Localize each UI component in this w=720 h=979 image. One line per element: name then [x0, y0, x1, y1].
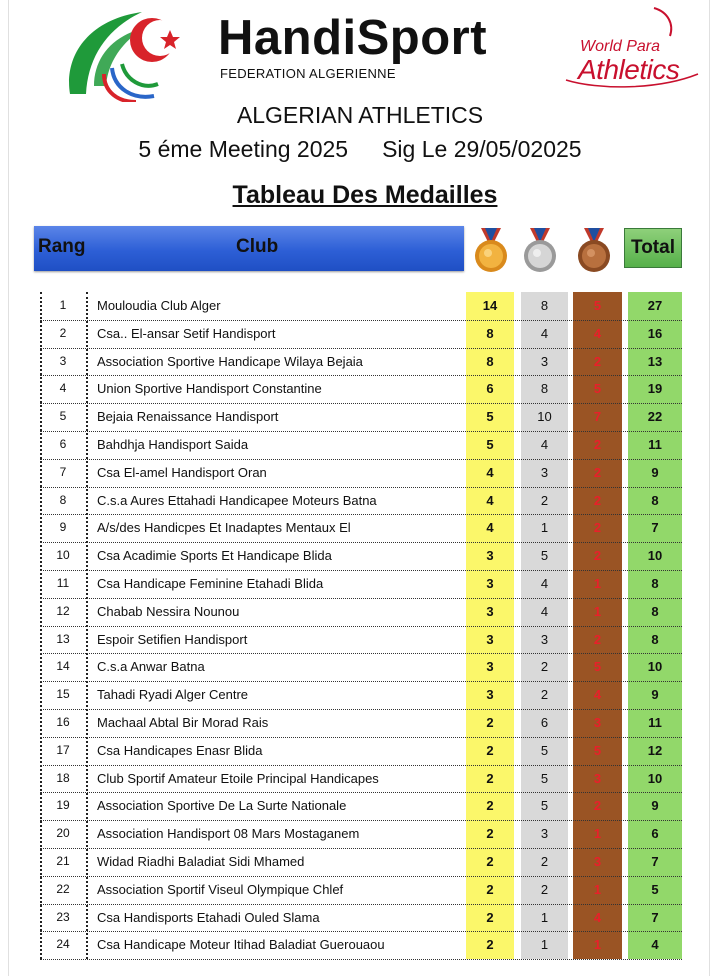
- silver-count-cell: 6: [540, 715, 549, 730]
- club-cell: Chabab Nessira Nounou: [97, 603, 240, 619]
- bronze-count-cell: 2: [593, 798, 602, 814]
- rank-cell: 4: [59, 381, 67, 396]
- rank-cell: 21: [56, 854, 70, 868]
- bronze-medal-icon: [570, 226, 618, 274]
- bronze-count-cell: 4: [593, 325, 602, 341]
- club-cell: Association Sportive Handicape Wilaya Bejaia: [97, 353, 363, 369]
- gold-count-cell: 2: [486, 854, 494, 869]
- club-cell: Csa.. El-ansar Setif Handisport: [97, 325, 276, 341]
- medal-table: [40, 292, 682, 959]
- gold-count-cell: 4: [486, 520, 494, 536]
- table-row: [40, 737, 682, 766]
- club-cell: A/s/des Handicpes Et Inadaptes Mentaux El: [97, 520, 351, 536]
- table-row: [40, 931, 682, 960]
- rank-cell: 7: [59, 464, 67, 479]
- world-para-athletics-logo: [558, 4, 708, 92]
- rank-cell: 6: [59, 437, 67, 451]
- column-header-total: Total: [624, 228, 682, 268]
- club-cell: Bahdhja Handisport Saida: [97, 437, 249, 452]
- gold-count-cell: 3: [486, 631, 494, 647]
- bronze-count-cell: 5: [593, 381, 602, 397]
- total-count-cell: 8: [651, 576, 659, 591]
- club-cell: Union Sportive Handisport Constantine: [97, 381, 322, 397]
- gold-count-cell: 2: [486, 937, 494, 953]
- total-count-cell: 12: [647, 742, 663, 758]
- club-cell: Club Sportif Amateur Etoile Principal Handicapes: [97, 770, 379, 786]
- bronze-count-cell: 4: [593, 687, 602, 703]
- silver-count-cell: 4: [540, 437, 549, 452]
- page-title: Tableau Des Medailles: [232, 181, 498, 209]
- rank-cell: 2: [59, 325, 67, 340]
- table-row: [40, 348, 682, 377]
- bronze-count-cell: 1: [593, 881, 602, 897]
- silver-count-cell: 1: [540, 937, 549, 953]
- table-row: [40, 904, 682, 933]
- bronze-count-cell: 3: [593, 854, 602, 869]
- table-row: [40, 681, 682, 710]
- silver-count-cell: 1: [540, 520, 549, 536]
- table-row: [40, 292, 682, 321]
- silver-count-cell: 3: [540, 464, 549, 480]
- club-cell: Tahadi Ryadi Alger Centre: [97, 687, 249, 703]
- gold-count-cell: 3: [486, 687, 494, 703]
- column-header-club: Club: [236, 236, 279, 257]
- rank-cell: 16: [56, 715, 70, 729]
- brand-title: HandiSport: [218, 11, 488, 65]
- table-row: [40, 542, 682, 571]
- rank-cell: 8: [59, 492, 67, 507]
- table-row: [40, 765, 682, 794]
- club-cell: C.s.a Anwar Batna: [97, 659, 205, 675]
- rank-cell: 12: [56, 603, 70, 618]
- club-cell: C.s.a Aures Ettahadi Handicapee Moteurs Batna: [97, 492, 377, 508]
- total-count-cell: 16: [647, 325, 663, 341]
- rank-cell: 18: [56, 770, 70, 785]
- handisport-federation-logo: [60, 6, 190, 102]
- gold-count-cell: 2: [486, 715, 494, 730]
- rank-cell: 1: [59, 298, 67, 312]
- rank-cell: 5: [59, 409, 67, 424]
- silver-count-cell: 5: [540, 742, 549, 758]
- table-row: [40, 403, 682, 432]
- gold-count-cell: 3: [486, 659, 494, 675]
- gold-count-cell: 2: [486, 909, 494, 925]
- club-cell: Widad Riadhi Baladiat Sidi Mhamed: [97, 854, 305, 869]
- rank-cell: 13: [56, 631, 70, 646]
- silver-count-cell: 2: [540, 687, 549, 703]
- club-cell: Mouloudia Club Alger: [97, 298, 221, 313]
- silver-count-cell: 4: [540, 576, 549, 591]
- brand-subtitle: FEDERATION ALGERIENNE: [220, 66, 396, 81]
- gold-count-cell: 3: [486, 603, 494, 619]
- rank-cell: 19: [56, 798, 70, 813]
- total-count-cell: 19: [647, 381, 663, 397]
- total-count-cell: 10: [647, 548, 663, 564]
- table-row: [40, 375, 682, 404]
- silver-count-cell: 3: [540, 826, 549, 842]
- event-location-date: Sig Le 29/05/02025: [382, 136, 582, 162]
- event-meeting: 5 éme Meeting 2025: [138, 136, 349, 162]
- gold-count-cell: 3: [486, 548, 494, 564]
- bronze-count-cell: 7: [593, 409, 602, 425]
- brand-block: [218, 12, 548, 81]
- gold-count-cell: 2: [486, 798, 494, 814]
- silver-count-cell: 8: [540, 298, 549, 313]
- bronze-count-cell: 2: [593, 464, 602, 480]
- gold-count-cell: 8: [486, 353, 494, 369]
- gold-count-cell: 2: [486, 881, 494, 897]
- table-row: [40, 792, 682, 821]
- silver-count-cell: 3: [540, 631, 549, 647]
- silver-count-cell: 1: [540, 909, 549, 925]
- table-row: [40, 598, 682, 627]
- table-row: [40, 820, 682, 849]
- total-count-cell: 9: [651, 687, 659, 703]
- club-cell: Association Handisport 08 Mars Mostaganem: [97, 826, 360, 842]
- silver-count-cell: 2: [540, 492, 549, 508]
- total-count-cell: 7: [651, 854, 659, 869]
- total-count-cell: 22: [647, 409, 663, 425]
- table-row: [40, 431, 682, 460]
- silver-count-cell: 8: [540, 381, 549, 397]
- bronze-count-cell: 2: [593, 437, 602, 452]
- event-federation: ALGERIAN ATHLETICS: [236, 102, 484, 128]
- gold-count-cell: 2: [486, 826, 494, 842]
- total-count-cell: 27: [647, 298, 663, 313]
- club-cell: Csa Handicape Feminine Etahadi Blida: [97, 576, 324, 591]
- bronze-count-cell: 5: [593, 298, 602, 313]
- total-count-cell: 7: [651, 909, 659, 925]
- silver-count-cell: 3: [540, 353, 549, 369]
- total-count-cell: 13: [647, 353, 663, 369]
- bronze-count-cell: 1: [593, 937, 602, 953]
- bronze-count-cell: 3: [593, 770, 602, 786]
- column-header-rank: Rang: [38, 236, 86, 257]
- total-count-cell: 9: [651, 464, 659, 480]
- club-cell: Csa Handisports Etahadi Ouled Slama: [97, 909, 320, 925]
- club-cell: Espoir Setifien Handisport: [97, 631, 248, 647]
- bronze-count-cell: 2: [593, 492, 602, 508]
- bronze-count-cell: 1: [593, 826, 602, 842]
- total-count-cell: 10: [647, 770, 663, 786]
- bronze-count-cell: 2: [593, 631, 602, 647]
- rank-cell: 15: [56, 687, 70, 702]
- bronze-count-cell: 2: [593, 353, 602, 369]
- table-row: [40, 653, 682, 682]
- table-row: [40, 487, 682, 516]
- silver-count-cell: 2: [540, 854, 549, 869]
- rank-cell: 23: [56, 909, 70, 924]
- gold-count-cell: 3: [486, 576, 494, 591]
- table-row: [40, 459, 682, 488]
- total-count-cell: 9: [651, 798, 659, 814]
- club-cell: Csa Acadimie Sports Et Handicape Blida: [97, 548, 332, 564]
- total-count-cell: 4: [651, 937, 659, 953]
- club-cell: Association Sportive De La Surte Nationale: [97, 798, 347, 814]
- silver-medal-icon: [516, 226, 564, 274]
- club-cell: Association Sportif Viseul Olympique Chlef: [97, 881, 344, 897]
- total-count-cell: 8: [651, 631, 659, 647]
- bronze-count-cell: 2: [593, 548, 602, 564]
- wpa-line1: World Para: [580, 38, 661, 55]
- silver-count-cell: 5: [540, 548, 549, 564]
- gold-count-cell: 5: [486, 437, 494, 452]
- club-cell: Csa El-amel Handisport Oran: [97, 464, 267, 480]
- gold-count-cell: 4: [486, 464, 494, 480]
- table-row: [40, 626, 682, 655]
- bronze-count-cell: 2: [593, 520, 602, 536]
- silver-count-cell: 4: [540, 325, 549, 341]
- bronze-count-cell: 1: [593, 603, 602, 619]
- total-count-cell: 6: [651, 826, 659, 842]
- bronze-count-cell: 3: [593, 715, 602, 730]
- gold-count-cell: 2: [486, 742, 494, 758]
- gold-count-cell: 2: [486, 770, 494, 786]
- gold-medal-icon: [467, 226, 515, 274]
- total-count-cell: 11: [648, 437, 662, 452]
- table-row: [40, 709, 682, 738]
- rank-cell: 9: [59, 520, 67, 535]
- silver-count-cell: 2: [540, 659, 549, 675]
- total-count-cell: 8: [651, 603, 659, 619]
- silver-count-cell: 5: [540, 770, 549, 786]
- rank-cell: 11: [56, 576, 70, 590]
- rank-cell: 22: [56, 881, 70, 896]
- table-row: [40, 514, 682, 543]
- rank-cell: 10: [56, 548, 70, 563]
- rank-cell: 20: [56, 826, 70, 841]
- table-row: [40, 320, 682, 349]
- bronze-count-cell: 1: [593, 576, 602, 591]
- gold-count-cell: 5: [486, 409, 494, 425]
- silver-count-cell: 5: [540, 798, 549, 814]
- club-cell: Machaal Abtal Bir Morad Rais: [97, 715, 269, 730]
- club-cell: Csa Handicape Moteur Itihad Baladiat Guerouaou: [97, 937, 385, 953]
- bronze-count-cell: 5: [593, 659, 602, 675]
- table-row: [40, 848, 682, 877]
- total-count-cell: 5: [651, 881, 659, 897]
- bronze-count-cell: 5: [593, 742, 602, 758]
- event-details: [0, 136, 720, 163]
- gold-count-cell: 8: [486, 325, 494, 341]
- gold-count-cell: 4: [486, 492, 494, 508]
- silver-count-cell: 2: [540, 881, 549, 897]
- total-count-cell: 7: [651, 520, 659, 536]
- wpa-line2: Athletics: [578, 54, 680, 85]
- total-count-cell: 10: [647, 659, 663, 675]
- rank-cell: 14: [56, 659, 70, 674]
- silver-count-cell: 10: [537, 409, 552, 425]
- table-row: [40, 876, 682, 905]
- table-row: [40, 570, 682, 599]
- rank-cell: 24: [56, 937, 70, 952]
- total-count-cell: 8: [651, 492, 659, 508]
- silver-count-cell: 4: [540, 603, 549, 619]
- rank-cell: 17: [56, 742, 70, 757]
- club-cell: Csa Handicapes Enasr Blida: [97, 742, 263, 758]
- gold-count-cell: 6: [486, 381, 494, 397]
- club-cell: Bejaia Renaissance Handisport: [97, 409, 279, 425]
- bronze-count-cell: 4: [593, 909, 602, 925]
- gold-count-cell: 14: [482, 298, 498, 313]
- total-count-cell: 11: [648, 715, 662, 730]
- rank-cell: 3: [59, 353, 67, 368]
